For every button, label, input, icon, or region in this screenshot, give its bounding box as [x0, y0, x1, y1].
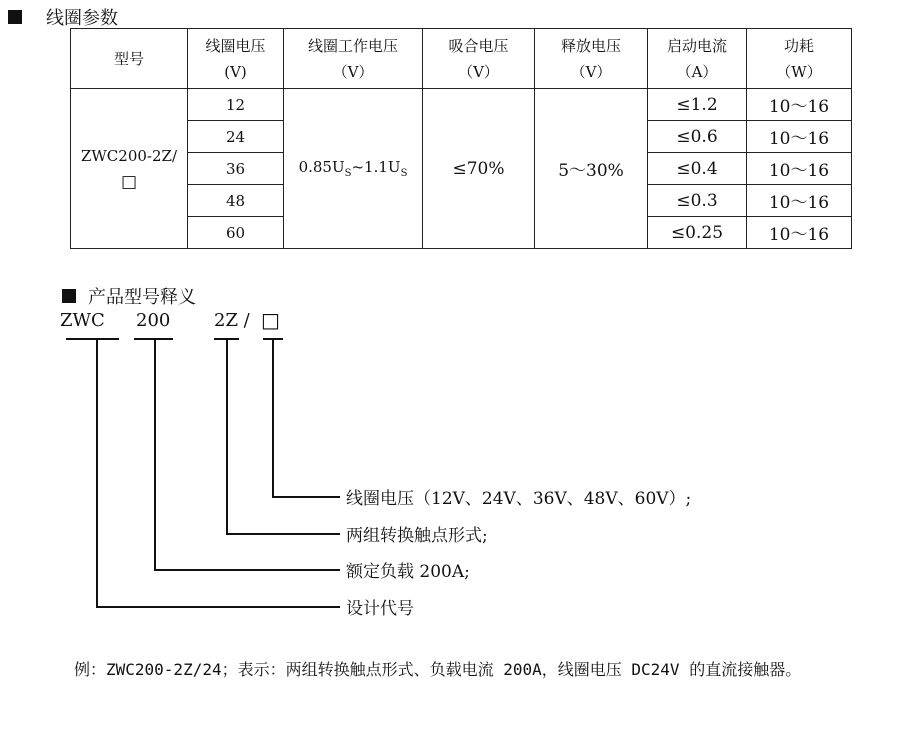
- example-text: 例：ZWC200-2Z/24；表示：两组转换触点形式、负载电流 200A，线圈电压 DC24V 的直流接触器。: [74, 660, 802, 679]
- explanation-contact: 两组转换触点形式;: [346, 526, 488, 546]
- section-heading-coil-params: [8, 4, 118, 30]
- power-cell: 10～16: [747, 89, 852, 121]
- start-current-cell: ≤0.4: [648, 153, 747, 185]
- header-cell: 功耗 （W）: [747, 29, 852, 89]
- section-title: 产品型号释义: [88, 287, 196, 308]
- explanation-series: 设计代号: [346, 599, 414, 619]
- voltage-cell: 36: [188, 153, 284, 185]
- power-cell: 10～16: [747, 217, 852, 249]
- header-cell: 吸合电压 （V）: [423, 29, 535, 89]
- square-bullet-icon: [8, 10, 22, 24]
- release-voltage-cell: 5～30%: [535, 89, 648, 249]
- start-current-cell: ≤0.3: [648, 185, 747, 217]
- model-cell: ZWC200-2Z/ □: [71, 89, 188, 249]
- power-cell: 10～16: [747, 153, 852, 185]
- voltage-cell: 12: [188, 89, 284, 121]
- pickup-voltage-cell: ≤70%: [423, 89, 535, 249]
- square-bullet-icon: [62, 289, 76, 303]
- table-header-row: [71, 29, 852, 89]
- voltage-cell: 24: [188, 121, 284, 153]
- section-title: 线圈参数: [46, 8, 118, 29]
- connector-line: [226, 338, 228, 534]
- section-heading-model-explanation: [62, 283, 196, 309]
- connector-line: [96, 338, 98, 607]
- code-part-contact: 2Z /: [214, 310, 250, 331]
- connector-line: [272, 496, 340, 498]
- coil-params-table: [70, 28, 852, 249]
- connector-line: [154, 338, 156, 570]
- start-current-cell: ≤0.6: [648, 121, 747, 153]
- connector-line: [96, 606, 340, 608]
- header-cell: 线圈工作电压 （V）: [284, 29, 423, 89]
- underline: [66, 338, 119, 340]
- connector-line: [272, 338, 274, 497]
- header-cell: 线圈电压 (V): [188, 29, 284, 89]
- explanation-load: 额定负载 200A;: [346, 562, 470, 582]
- code-part-voltage-box: □: [261, 308, 280, 332]
- header-cell: 启动电流 （A）: [648, 29, 747, 89]
- connector-line: [154, 569, 340, 571]
- code-part-load: 200: [136, 310, 171, 331]
- working-voltage-cell: $0.85U_S\sim 1.1U_S$: [284, 89, 423, 249]
- voltage-cell: 60: [188, 217, 284, 249]
- table-row: [71, 89, 852, 121]
- header-cell: 释放电压 （V）: [535, 29, 648, 89]
- header-cell: 型号: [71, 29, 188, 89]
- explanation-voltage: 线圈电压（12V、24V、36V、48V、60V）;: [346, 489, 692, 509]
- start-current-cell: ≤1.2: [648, 89, 747, 121]
- code-part-series: ZWC: [60, 310, 105, 331]
- connector-line: [226, 533, 340, 535]
- power-cell: 10～16: [747, 185, 852, 217]
- start-current-cell: ≤0.25: [648, 217, 747, 249]
- voltage-cell: 48: [188, 185, 284, 217]
- power-cell: 10～16: [747, 121, 852, 153]
